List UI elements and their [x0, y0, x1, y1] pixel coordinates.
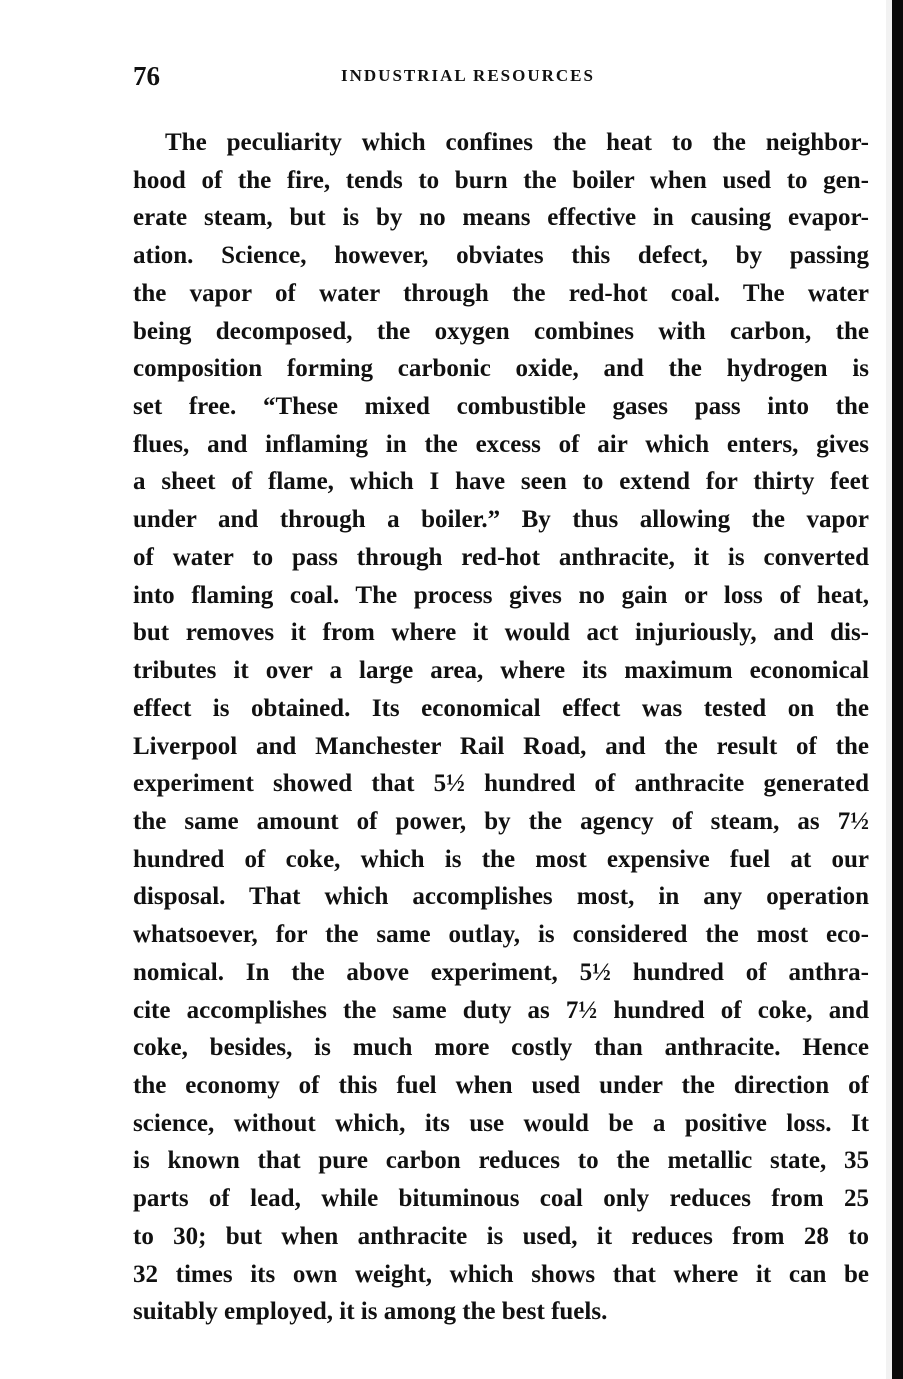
- text-line: hundred of coke, which is the most expensive fuel at our: [133, 845, 869, 873]
- text-line: set free. “These mixed combustible gases pass into the: [133, 393, 869, 421]
- page-edge-shadow: [892, 0, 903, 1379]
- text-line: the vapor of water through the red-hot coal. The water: [133, 279, 869, 307]
- text-line: flues, and inflaming in the excess of air which enters, gives: [133, 430, 869, 458]
- text-line: erate steam, but is by no means effective in causing evapor-: [133, 204, 869, 232]
- text-line: Liverpool and Manchester Rail Road, and the result of the: [133, 732, 869, 760]
- text-line: nomical. In the above experiment, 5½ hundred of anthra-: [133, 958, 869, 986]
- text-line: composition forming carbonic oxide, and the hydrogen is: [133, 355, 869, 383]
- text-line: experiment showed that 5½ hundred of anthracite generated: [133, 770, 869, 798]
- text-line: to 30; but when anthracite is used, it reduces from 28 to: [133, 1222, 869, 1250]
- text-line: suitably employed, it is among the best fuels.: [133, 1298, 608, 1326]
- text-line: under and through a boiler.” By thus allowing the vapor: [133, 506, 869, 534]
- text-line: 32 times its own weight, which shows that where it can be: [133, 1260, 869, 1288]
- text-line: a sheet of flame, which I have seen to extend for thirty feet: [133, 468, 869, 496]
- running-head: INDUSTRIAL RESOURCES: [341, 66, 595, 85]
- text-line: the economy of this fuel when used under the direction of: [133, 1071, 869, 1099]
- text-line: science, without which, its use would be a positive loss. It: [133, 1109, 869, 1137]
- text-line: parts of lead, while bituminous coal only reduces from 25: [133, 1185, 869, 1213]
- text-line: ation. Science, however, obviates this defect, by passing: [133, 242, 869, 270]
- text-line: is known that pure carbon reduces to the metallic state, 35: [133, 1147, 869, 1175]
- text-line: cite accomplishes the same duty as 7½ hundred of coke, and: [133, 996, 869, 1024]
- text-line: being decomposed, the oxygen combines with carbon, the: [133, 317, 869, 345]
- text-line: hood of the fire, tends to burn the boiler when used to gen-: [133, 166, 869, 194]
- text-line: disposal. That which accomplishes most, in any operation: [133, 883, 869, 911]
- text-line: of water to pass through red-hot anthracite, it is converted: [133, 543, 869, 571]
- text-line: The peculiarity which confines the heat to the neighbor-: [165, 129, 869, 156]
- text-line: coke, besides, is much more costly than anthracite. Hence: [133, 1034, 869, 1062]
- text-line: into flaming coal. The process gives no gain or loss of heat,: [133, 581, 869, 609]
- text-line: but removes it from where it would act injuriously, and dis-: [133, 619, 869, 647]
- page-header: [133, 58, 869, 94]
- text-line: tributes it over a large area, where its maximum economical: [133, 657, 869, 685]
- text-line: the same amount of power, by the agency of steam, as 7½: [133, 807, 869, 835]
- text-line: effect is obtained. Its economical effect was tested on the: [133, 694, 869, 722]
- page-number: 76: [133, 61, 160, 91]
- text-line: whatsoever, for the same outlay, is considered the most eco-: [133, 921, 869, 949]
- body-paragraph: [133, 124, 869, 1331]
